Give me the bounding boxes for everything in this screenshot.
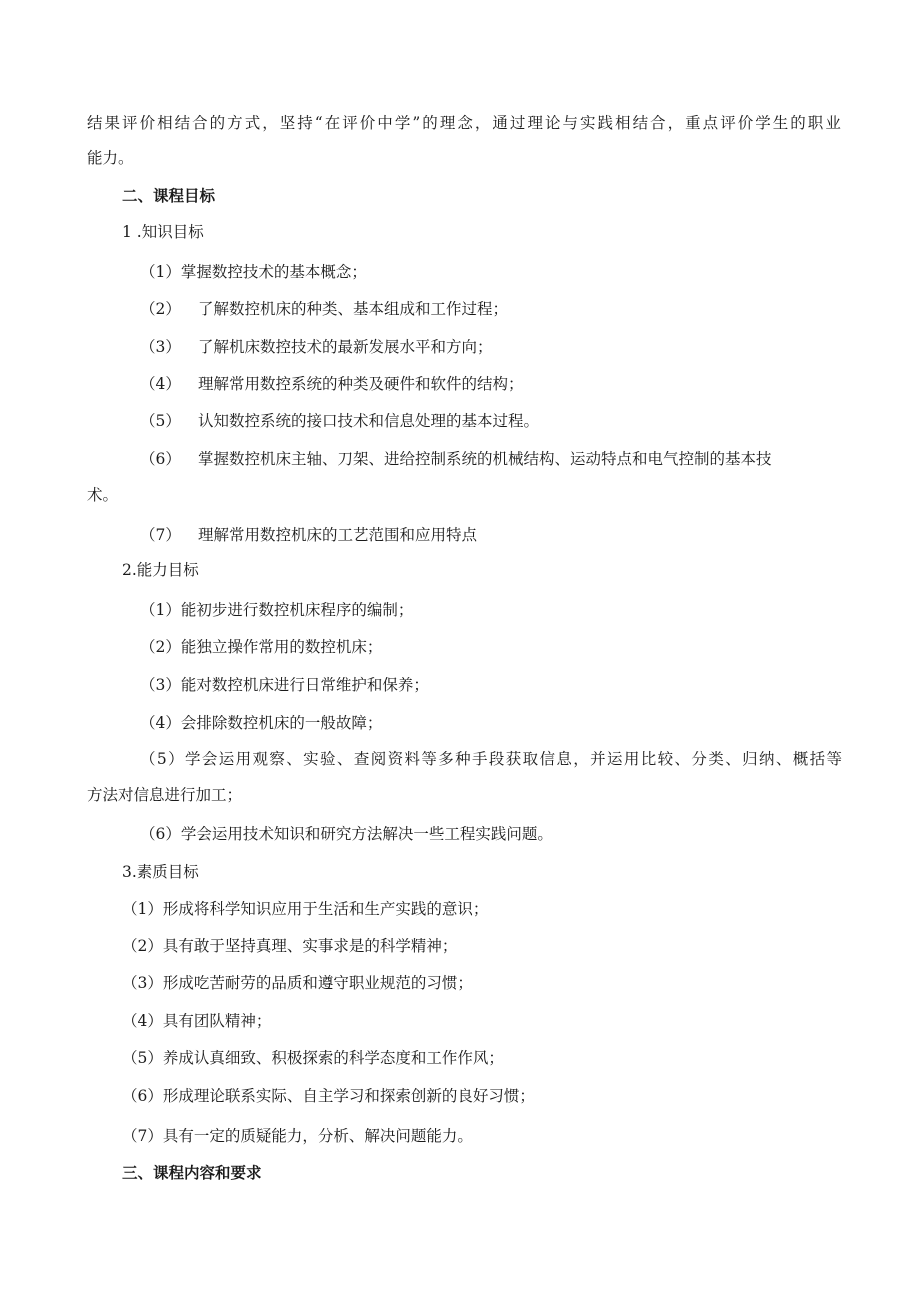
ability-item-5: （5）学会运用观察、实验、查阅资料等多种手段获取信息，并运用比较、分类、归纳、概括等 [140, 750, 844, 768]
knowledge-item-6 [140, 449, 772, 469]
quality-goals-heading: 3.素质目标 [122, 863, 199, 881]
item-text: 掌握数控技术的基本概念； [180, 263, 367, 281]
intro-line-2: 能力。 [87, 149, 134, 167]
ability-item-1: （1）能初步进行数控机床程序的编制； [140, 601, 414, 619]
quality-item-4: （4）具有团队精神； [122, 1012, 272, 1030]
item-number: （5） [140, 412, 181, 430]
item-text: 理解常用数控系统的种类及硬件和软件的结构； [198, 375, 524, 393]
ability-item-5-continuation: 方法对信息进行加工； [87, 786, 243, 804]
knowledge-item-4 [140, 374, 524, 394]
item-number: （2） [140, 300, 181, 318]
item-number: （4） [140, 375, 181, 393]
quality-item-2: （2）具有敢于坚持真理、实事求是的科学精神； [122, 937, 458, 955]
knowledge-item-1 [140, 262, 367, 282]
knowledge-item-7 [140, 525, 477, 545]
quality-item-6: （6）形成理论联系实际、自主学习和探索创新的良好习惯； [122, 1087, 535, 1105]
intro-line-1: 结果评价相结合的方式，坚持“在评价中学”的理念，通过理论与实践相结合，重点评价学生的职业 [87, 114, 843, 132]
knowledge-item-6-continuation: 术。 [87, 486, 119, 504]
item-text: 了解数控机床的种类、基本组成和工作过程； [198, 300, 509, 318]
section-3-heading: 三、课程内容和要求 [122, 1163, 262, 1182]
ability-item-4: （4）会排除数控机床的一般故障； [140, 714, 383, 732]
item-text: 理解常用数控机床的工艺范围和应用特点 [198, 526, 478, 544]
knowledge-item-5 [140, 411, 539, 431]
section-2-heading: 二、课程目标 [122, 186, 216, 205]
item-text: 认知数控系统的接口技术和信息处理的基本过程。 [198, 412, 540, 430]
item-number: （3） [140, 338, 181, 356]
quality-item-3: （3）形成吃苦耐劳的品质和遵守职业规范的习惯； [122, 974, 473, 992]
ability-item-3: （3）能对数控机床进行日常维护和保养； [140, 676, 429, 694]
quality-item-1: （1）形成将科学知识应用于生活和生产实践的意识； [122, 900, 489, 918]
item-number: （1） [140, 263, 181, 281]
item-number: （7） [140, 526, 181, 544]
ability-item-6: （6）学会运用技术知识和研究方法解决一些工程实践问题。 [140, 825, 553, 843]
item-text: 掌握数控机床主轴、刀架、进给控制系统的机械结构、运动特点和电气控制的基本技 [198, 450, 772, 468]
ability-goals-heading: 2.能力目标 [122, 561, 199, 579]
quality-item-7: （7）具有一定的质疑能力，分析、解决问题能力。 [122, 1127, 473, 1145]
quality-item-5: （5）养成认真细致、积极探索的科学态度和工作作风； [122, 1049, 504, 1067]
knowledge-item-2 [140, 299, 508, 319]
knowledge-item-3 [140, 337, 493, 357]
knowledge-goals-heading: 1 .知识目标 [122, 223, 204, 241]
ability-item-2: （2）能独立操作常用的数控机床； [140, 638, 383, 656]
item-number: （6） [140, 450, 181, 468]
item-text: 了解机床数控技术的最新发展水平和方向； [198, 338, 493, 356]
